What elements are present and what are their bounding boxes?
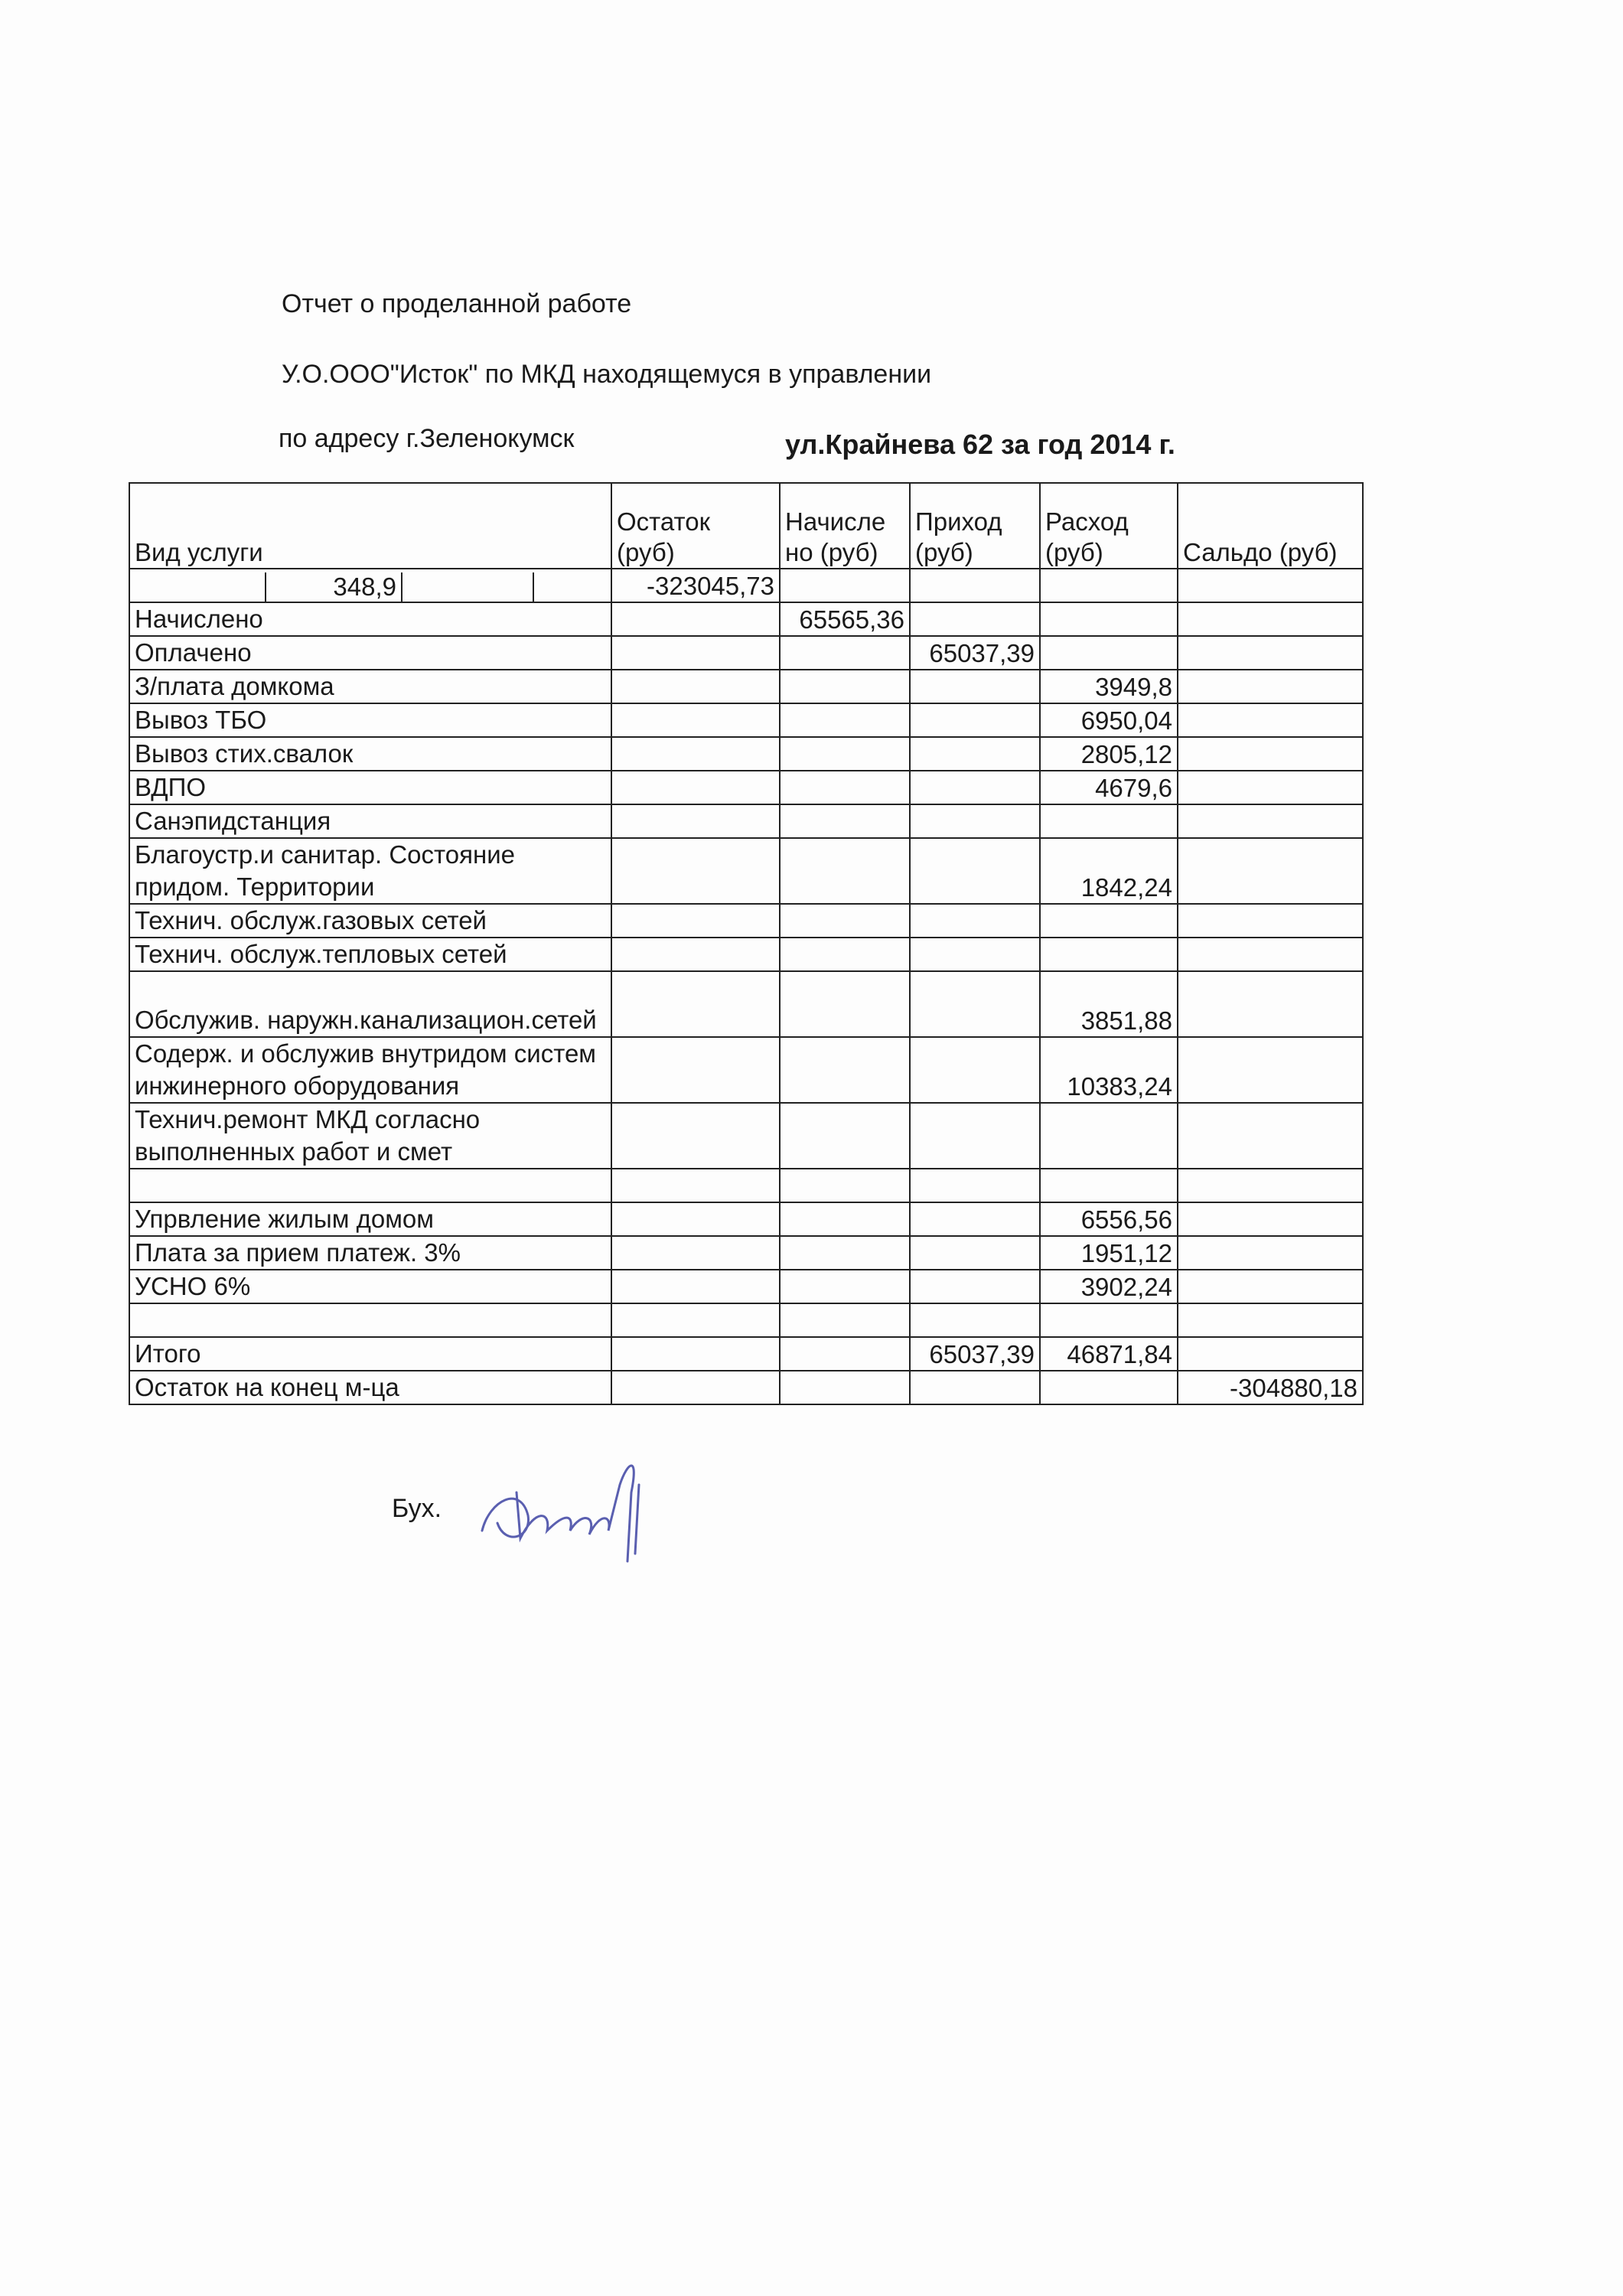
income-cell — [910, 838, 1040, 904]
expense-cell: 46871,84 — [1040, 1337, 1178, 1371]
service-label: Начислено — [129, 602, 611, 636]
balance-cell — [611, 1169, 780, 1202]
accrued-cell — [780, 1303, 910, 1337]
empty-cell — [611, 1371, 780, 1404]
table-row — [129, 1037, 1363, 1103]
expense-cell — [1040, 938, 1178, 971]
accrued-cell — [780, 1337, 910, 1371]
closing-balance-row — [129, 1371, 1363, 1404]
table-row — [129, 1169, 1363, 1202]
table-row — [129, 636, 1363, 670]
report-subtitle: У.О.ООО"Исток" по МКД находящемуся в управлении — [282, 360, 932, 389]
opening-balance: -323045,73 — [611, 569, 780, 602]
service-label: Вывоз ТБО — [129, 703, 611, 737]
service-label: Вывоз стих.свалок — [129, 737, 611, 771]
balance-cell — [611, 737, 780, 771]
saldo-cell — [1178, 1303, 1363, 1337]
income-cell — [910, 1270, 1040, 1303]
table-header-row — [129, 483, 1363, 569]
column-header: Начисле но (руб) — [780, 483, 910, 569]
income-cell: 65037,39 — [910, 636, 1040, 670]
expense-cell: 6950,04 — [1040, 703, 1178, 737]
report-city: по адресу г.Зеленокумск — [279, 424, 575, 453]
balance-cell — [611, 971, 780, 1037]
table-row — [129, 1103, 1363, 1169]
saldo-cell — [1178, 1037, 1363, 1103]
income-cell — [910, 971, 1040, 1037]
accrued-cell — [780, 1270, 910, 1303]
balance-cell — [611, 838, 780, 904]
saldo-cell — [1178, 1202, 1363, 1236]
accrued-cell — [780, 771, 910, 804]
income-cell — [910, 771, 1040, 804]
accrued-cell — [780, 971, 910, 1037]
income-cell — [910, 737, 1040, 771]
balance-cell — [611, 1236, 780, 1270]
balance-cell — [611, 636, 780, 670]
service-label — [129, 1169, 611, 1202]
accrued-cell — [780, 636, 910, 670]
income-cell — [910, 1236, 1040, 1270]
expense-cell: 1842,24 — [1040, 838, 1178, 904]
table-row — [129, 904, 1363, 938]
balance-cell — [611, 804, 780, 838]
service-label: УСНО 6% — [129, 1270, 611, 1303]
expense-cell — [1040, 904, 1178, 938]
table-row — [129, 771, 1363, 804]
balance-cell — [611, 1270, 780, 1303]
income-cell — [910, 1103, 1040, 1169]
empty-cell — [780, 1371, 910, 1404]
table-row — [129, 703, 1363, 737]
balance-cell — [611, 904, 780, 938]
expense-cell: 2805,12 — [1040, 737, 1178, 771]
report-title: Отчет о проделанной работе — [282, 289, 632, 318]
balance-cell — [611, 1337, 780, 1371]
saldo-cell — [1178, 971, 1363, 1037]
service-label: Итого — [129, 1337, 611, 1371]
table-row — [129, 1202, 1363, 1236]
income-cell: 65037,39 — [910, 1337, 1040, 1371]
balance-cell — [611, 670, 780, 703]
saldo-cell — [1178, 904, 1363, 938]
income-cell — [910, 904, 1040, 938]
expense-cell: 1951,12 — [1040, 1236, 1178, 1270]
balance-cell — [611, 938, 780, 971]
saldo-cell — [1178, 1270, 1363, 1303]
table-row — [129, 670, 1363, 703]
table-row — [129, 602, 1363, 636]
service-label: Благоустр.и санитар. Состояние придом. Территории — [129, 838, 611, 904]
balance-cell — [611, 771, 780, 804]
income-cell — [910, 703, 1040, 737]
saldo-cell — [1178, 1169, 1363, 1202]
report-address-period: ул.Крайнева 62 за год 2014 г. — [785, 429, 1175, 460]
balance-cell — [611, 1103, 780, 1169]
balance-cell — [611, 1202, 780, 1236]
column-header: Приход (руб) — [910, 483, 1040, 569]
expense-cell — [1040, 1303, 1178, 1337]
saldo-cell — [1178, 771, 1363, 804]
signature-icon — [474, 1439, 673, 1577]
income-cell — [910, 1202, 1040, 1236]
closing-balance: -304880,18 — [1178, 1371, 1363, 1404]
table-row — [129, 1270, 1363, 1303]
opening-balance-row — [129, 569, 1363, 602]
empty-cell — [910, 1371, 1040, 1404]
accrued-cell — [780, 1037, 910, 1103]
empty-cell — [1040, 1371, 1178, 1404]
expense-cell: 3902,24 — [1040, 1270, 1178, 1303]
table-row — [129, 804, 1363, 838]
expense-cell — [1040, 602, 1178, 636]
balance-cell — [611, 703, 780, 737]
balance-cell — [611, 602, 780, 636]
income-cell — [910, 670, 1040, 703]
service-label: Технич. обслуж.газовых сетей — [129, 904, 611, 938]
expense-cell: 3851,88 — [1040, 971, 1178, 1037]
saldo-cell — [1178, 838, 1363, 904]
balance-cell — [611, 1037, 780, 1103]
saldo-cell — [1178, 636, 1363, 670]
expense-cell — [1040, 1169, 1178, 1202]
area-cell — [129, 569, 611, 602]
saldo-cell — [1178, 804, 1363, 838]
saldo-cell — [1178, 1236, 1363, 1270]
income-cell — [910, 602, 1040, 636]
accrued-cell — [780, 838, 910, 904]
saldo-cell — [1178, 602, 1363, 636]
closing-label: Остаток на конец м-ца — [129, 1371, 611, 1404]
income-cell — [910, 1303, 1040, 1337]
service-label: Содерж. и обслужив внутридом систем инжинерного оборудования — [129, 1037, 611, 1103]
service-label: З/плата домкома — [129, 670, 611, 703]
accountant-label: Бух. — [392, 1494, 442, 1523]
saldo-cell — [1178, 1337, 1363, 1371]
column-header: Остаток (руб) — [611, 483, 780, 569]
column-header: Расход (руб) — [1040, 483, 1178, 569]
service-label: Технич. обслуж.тепловых сетей — [129, 938, 611, 971]
service-label: Оплачено — [129, 636, 611, 670]
accrued-cell — [780, 1169, 910, 1202]
saldo-cell — [1178, 703, 1363, 737]
expense-cell — [1040, 636, 1178, 670]
service-label: Обслужив. наружн.канализацион.сетей — [129, 971, 611, 1037]
table-row — [129, 737, 1363, 771]
service-label: ВДПО — [129, 771, 611, 804]
expense-cell — [1040, 804, 1178, 838]
saldo-cell — [1178, 737, 1363, 771]
income-cell — [910, 938, 1040, 971]
expense-cell — [1040, 1103, 1178, 1169]
service-label — [129, 1303, 611, 1337]
table-row — [129, 838, 1363, 904]
saldo-cell — [1178, 938, 1363, 971]
saldo-cell — [1178, 670, 1363, 703]
expense-cell: 10383,24 — [1040, 1037, 1178, 1103]
expense-cell: 3949,8 — [1040, 670, 1178, 703]
saldo-cell — [1178, 1103, 1363, 1169]
income-cell — [910, 1037, 1040, 1103]
table-row — [129, 938, 1363, 971]
service-label: Плата за прием платеж. 3% — [129, 1236, 611, 1270]
table-row — [129, 1337, 1363, 1371]
accrued-cell — [780, 1202, 910, 1236]
column-header: Сальдо (руб) — [1178, 483, 1363, 569]
accrued-cell — [780, 703, 910, 737]
income-cell — [910, 804, 1040, 838]
table-row — [129, 1236, 1363, 1270]
report-table — [129, 482, 1364, 1405]
service-label: Технич.ремонт МКД согласно выполненных работ и смет — [129, 1103, 611, 1169]
accrued-cell: 65565,36 — [780, 602, 910, 636]
expense-cell: 6556,56 — [1040, 1202, 1178, 1236]
accrued-cell — [780, 804, 910, 838]
service-label: Упрвление жилым домом — [129, 1202, 611, 1236]
accrued-cell — [780, 670, 910, 703]
balance-cell — [611, 1303, 780, 1337]
expense-cell: 4679,6 — [1040, 771, 1178, 804]
accrued-cell — [780, 1103, 910, 1169]
column-header: Вид услуги — [129, 483, 611, 569]
service-label: Санэпидстанция — [129, 804, 611, 838]
table-row — [129, 1303, 1363, 1337]
table-row — [129, 971, 1363, 1037]
accrued-cell — [780, 938, 910, 971]
accrued-cell — [780, 904, 910, 938]
area-value: 348,9 — [266, 572, 402, 602]
income-cell — [910, 1169, 1040, 1202]
accrued-cell — [780, 737, 910, 771]
accrued-cell — [780, 1236, 910, 1270]
